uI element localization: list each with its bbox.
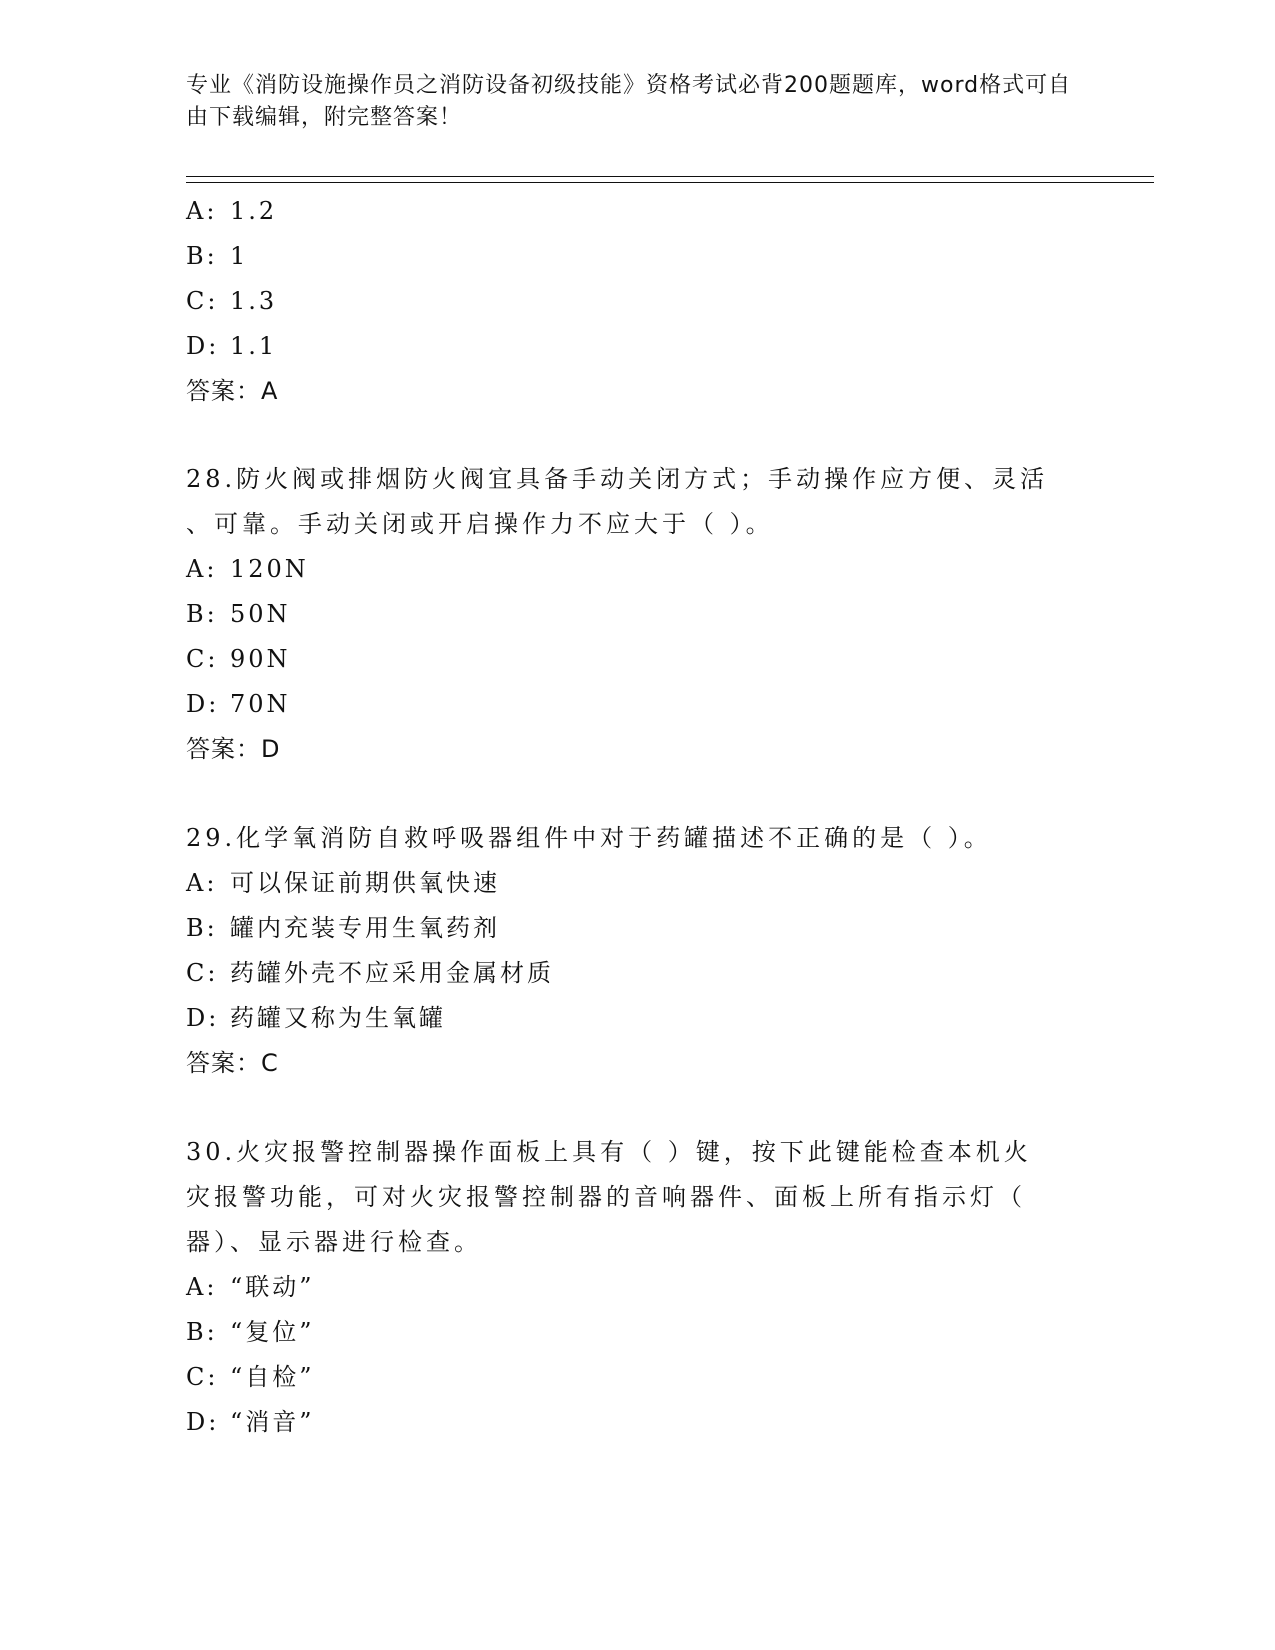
q30-option-d: D: “消音” <box>186 1408 315 1436</box>
q30-option-c: C: “自检” <box>186 1363 315 1391</box>
q28-option-c: C: 90N <box>186 645 291 673</box>
header-divider-top <box>186 176 1154 177</box>
q30-question-line-3: 器）、显示器进行检查。 <box>186 1228 482 1256</box>
q28-question-line-2: 、可靠。手动关闭或开启操作力不应大于（ ）。 <box>186 510 774 538</box>
q28-option-b: B: 50N <box>186 600 291 628</box>
q27-option-a: A: 1.2 <box>186 197 278 225</box>
q29-option-d: D: 药罐又称为生氧罐 <box>186 1004 446 1032</box>
q30-option-a: A: “联动” <box>186 1273 315 1301</box>
q29-option-c: C: 药罐外壳不应采用金属材质 <box>186 959 554 987</box>
q27-option-c: C: 1.3 <box>186 287 278 315</box>
q27-option-d: D: 1.1 <box>186 332 278 360</box>
q30-question-line-2: 灾报警功能，可对火灾报警控制器的音响器件、面板上所有指示灯（ <box>186 1183 1026 1211</box>
document-header: 专业《消防设施操作员之消防设备初级技能》资格考试必背200题题库，word格式可自由下载编辑，附完整答案！ <box>186 73 1072 130</box>
q29-question-line-1: 29.化学氧消防自救呼吸器组件中对于药罐描述不正确的是（ ）。 <box>186 824 992 852</box>
q29-option-b: B: 罐内充装专用生氧药剂 <box>186 914 500 942</box>
q30-option-b: B: “复位” <box>186 1318 315 1346</box>
q30-question-line-1: 30.火灾报警控制器操作面板上具有（ ）键，按下此键能检查本机火 <box>186 1138 1032 1166</box>
q28-option-d: D: 70N <box>186 690 291 718</box>
q27-answer: 答案：A <box>186 377 279 405</box>
q28-question-line-1: 28.防火阀或排烟防火阀宜具备手动关闭方式；手动操作应方便、灵活 <box>186 465 1049 493</box>
q29-option-a: A: 可以保证前期供氧快速 <box>186 869 500 897</box>
q29-answer: 答案：C <box>186 1049 279 1077</box>
q28-option-a: A: 120N <box>186 555 309 583</box>
header-divider-bottom <box>186 182 1154 183</box>
q28-answer: 答案：D <box>186 735 281 763</box>
q27-option-b: B: 1 <box>186 242 249 270</box>
